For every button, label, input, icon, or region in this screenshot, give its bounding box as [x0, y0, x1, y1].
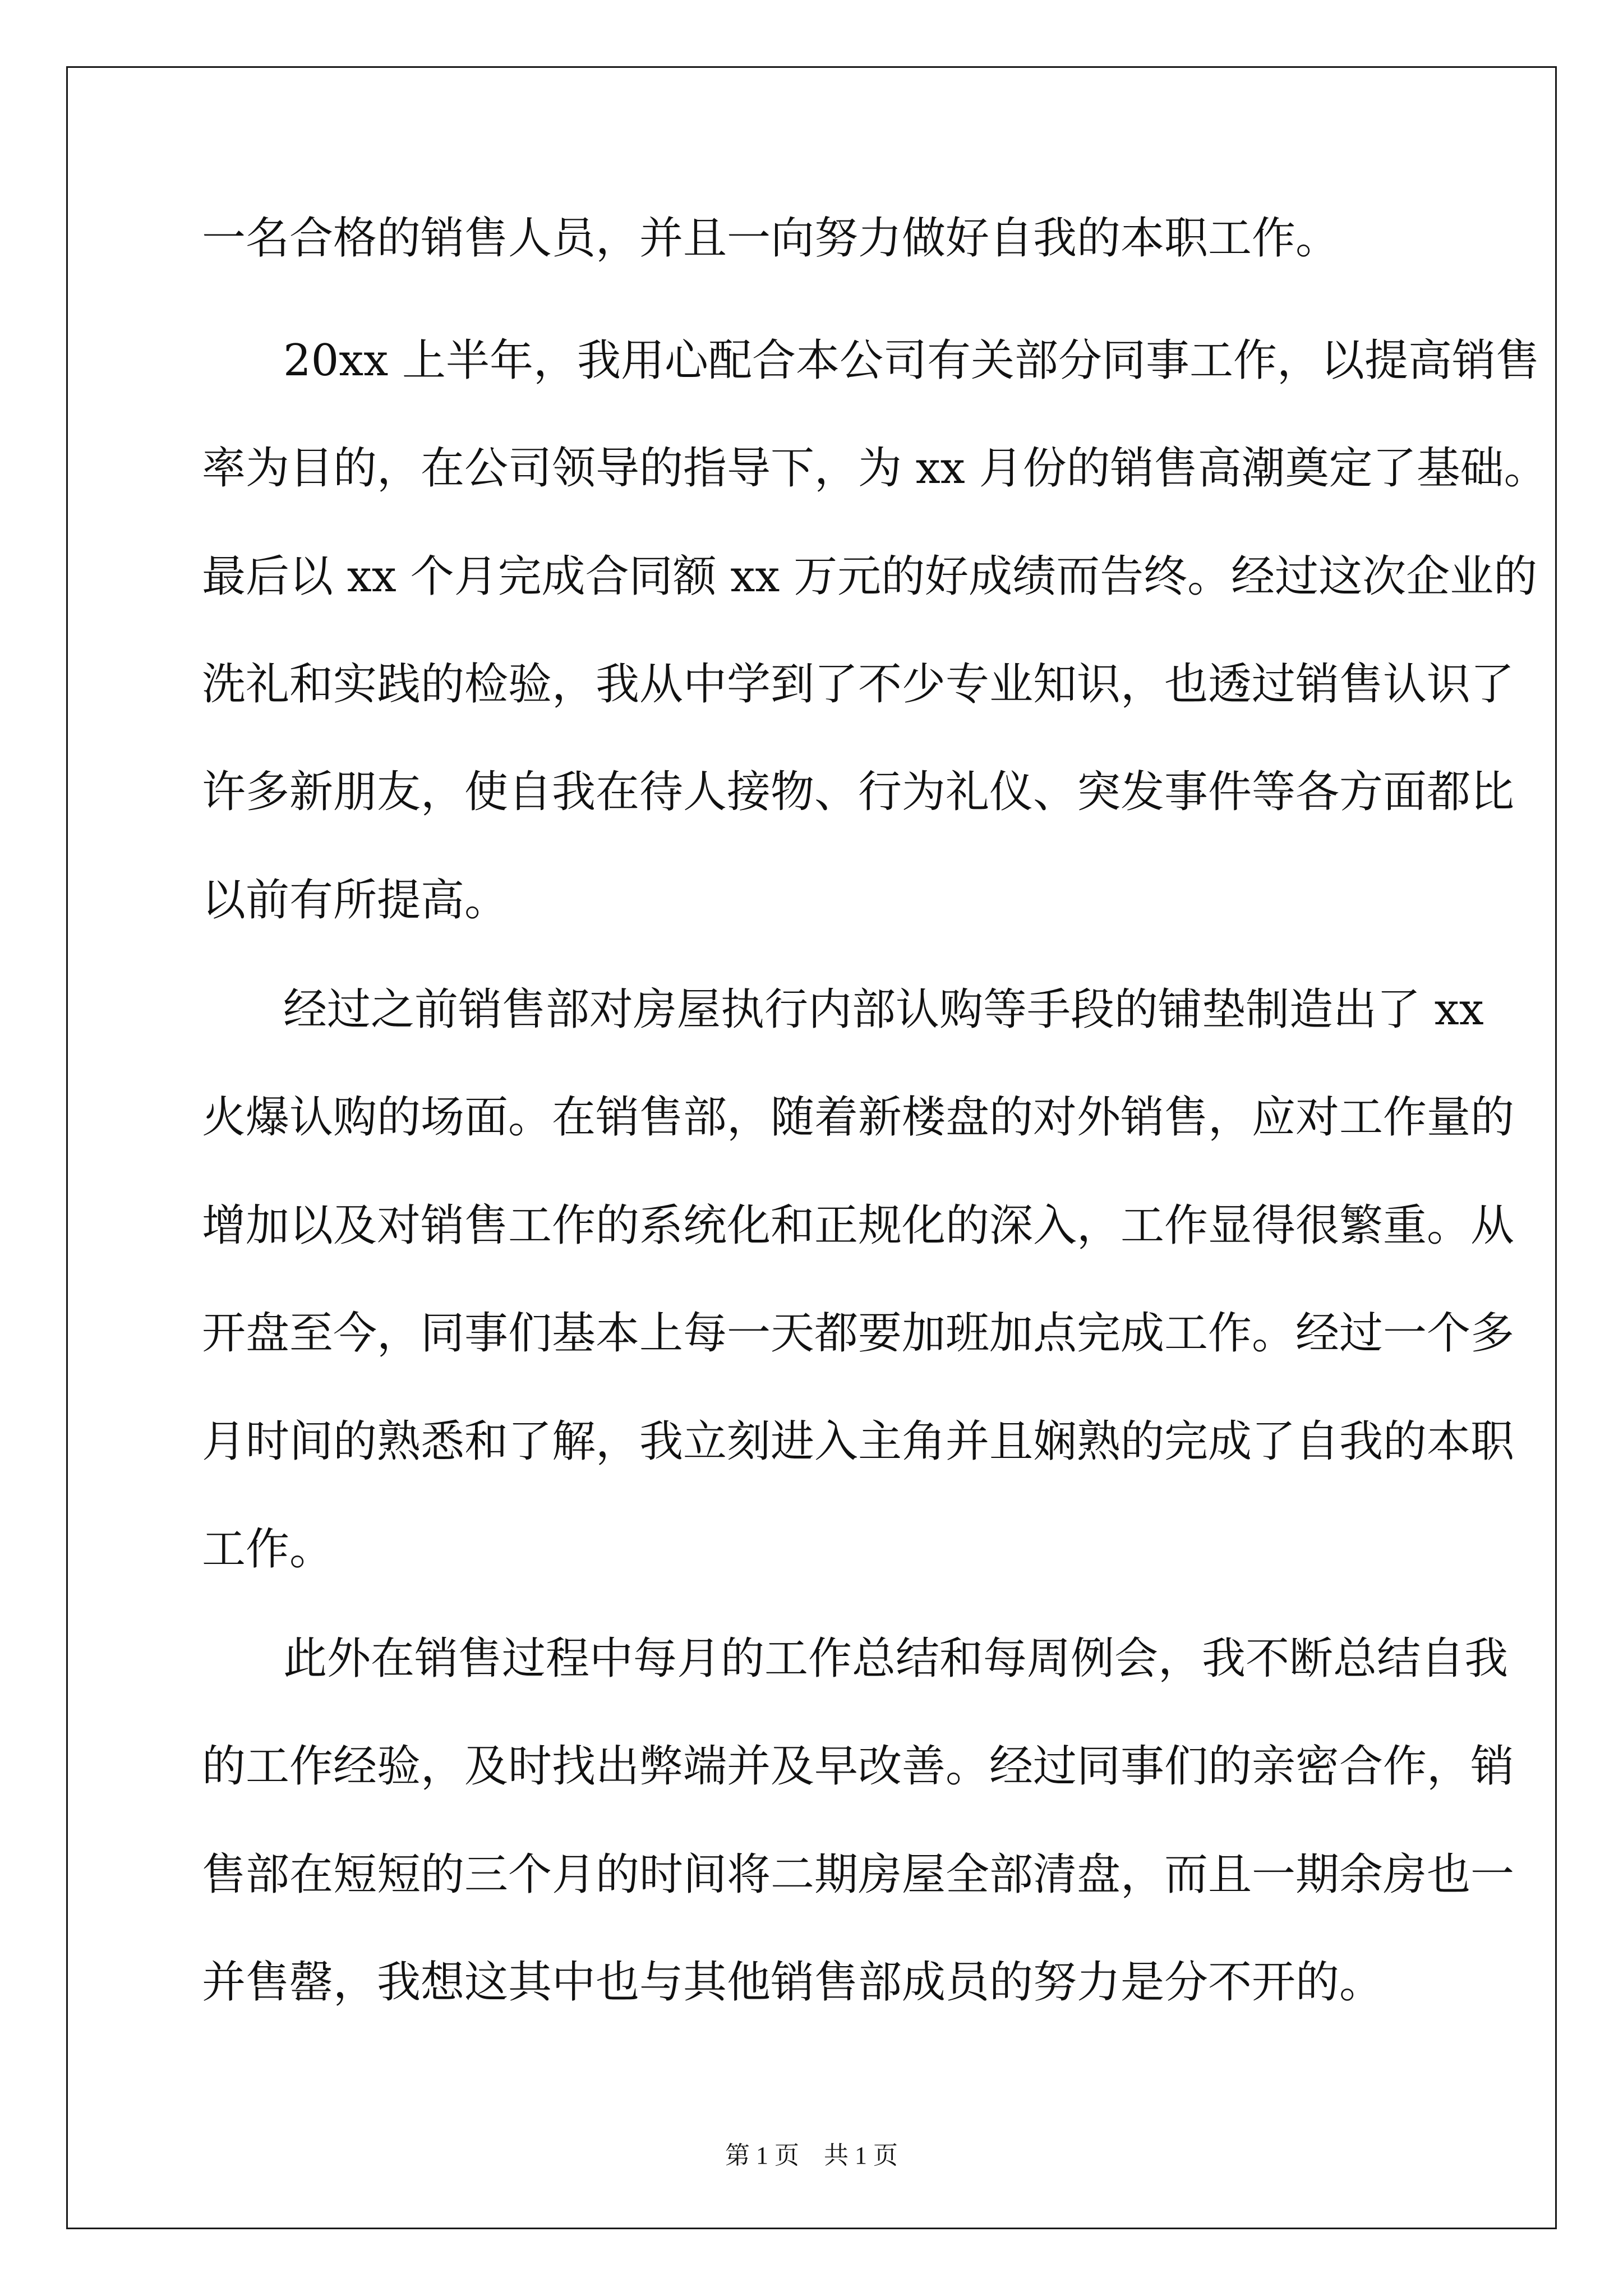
- text-line: 以前有所提高。: [202, 875, 509, 926]
- text-line: 许多新朋友，使自我在待人接物、行为礼仪、突发事件等各方面都比: [202, 767, 1515, 817]
- text-line: 20xx 上半年，我用心配合本公司有关部分同事工作，以提高销售: [283, 335, 1540, 386]
- text-line: 洗礼和实践的检验，我从中学到了不少专业知识，也透过销售认识了: [202, 659, 1515, 710]
- text-line: 经过之前销售部对房屋执行内部认购等手段的铺垫制造出了 xx: [283, 984, 1484, 1035]
- text-line: 一名合格的销售人员，并且一向努力做好自我的本职工作。: [202, 213, 1340, 264]
- text-line: 开盘至今，同事们基本上每一天都要加班加点完成工作。经过一个多: [202, 1308, 1515, 1359]
- text-line: 的工作经验，及时找出弊端并及早改善。经过同事们的亲密合作，销: [202, 1741, 1515, 1792]
- text-line: 增加以及对销售工作的系统化和正规化的深入，工作显得很繁重。从: [202, 1200, 1515, 1251]
- page-border: [66, 66, 1557, 2229]
- text-line: 最后以 xx 个月完成合同额 xx 万元的好成绩而告终。经过这次企业的: [202, 551, 1538, 602]
- text-line: 火爆认购的场面。在销售部，随着新楼盘的对外销售，应对工作量的: [202, 1092, 1515, 1143]
- page-number: 第 1 页 共 1 页: [725, 2142, 898, 2169]
- text-line: 月时间的熟悉和了解，我立刻进入主角并且娴熟的完成了自我的本职: [202, 1416, 1515, 1467]
- text-line: 率为目的，在公司领导的指导下，为 xx 月份的销售高潮奠定了基础。: [202, 443, 1548, 494]
- text-line: 售部在短短的三个月的时间将二期房屋全部清盘，而且一期余房也一: [202, 1849, 1515, 1900]
- text-line: 此外在销售过程中每月的工作总结和每周例会，我不断总结自我: [283, 1634, 1509, 1684]
- text-line: 并售罄，我想这其中也与其他销售部成员的努力是分不开的。: [202, 1957, 1384, 2008]
- text-line: 工作。: [202, 1524, 334, 1575]
